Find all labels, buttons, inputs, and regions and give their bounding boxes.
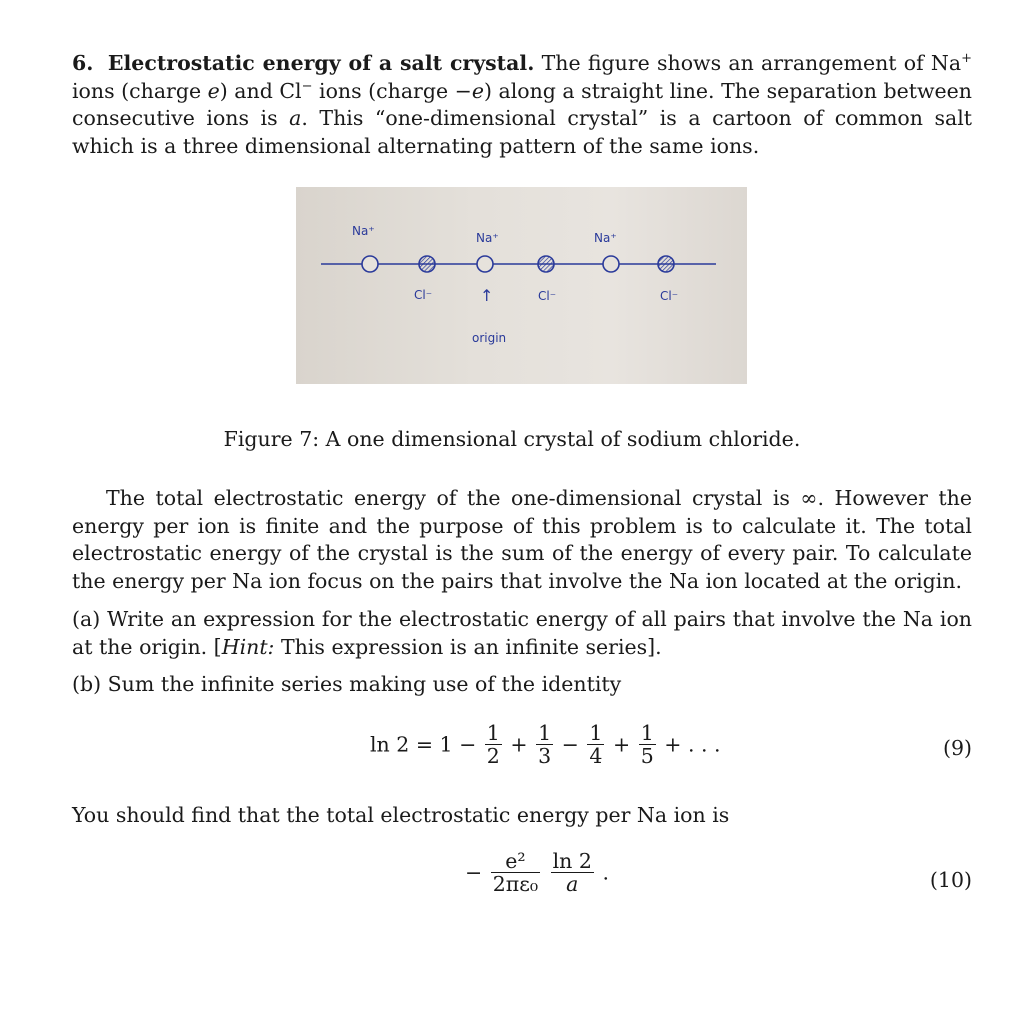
- label-na-2: Na⁺: [476, 231, 499, 245]
- body-paragraph: The total electrostatic energy of the one-dimensional crystal is ∞. However the energy per ion is finite and the purpose of this problem is to calculate it. The total electrostatic energy of the crystal is the sum of the energy of every pair. To calculate the energy per Na ion focus on the pairs that involve the Na ion located at the origin.: [72, 486, 972, 594]
- label-na-3: Na⁺: [594, 231, 617, 245]
- equation-9-number: (9): [942, 736, 972, 760]
- label-cl-3: Cl⁻: [660, 289, 679, 303]
- origin-arrow: ↑: [480, 286, 494, 305]
- part-a: (a) Write an expression for the electrostatic energy of all pairs that involve the Na ion at the origin. [Hint: This expression is an infinite series].: [72, 606, 972, 659]
- cl-ion-3: [658, 256, 674, 272]
- cl-ion-2: [538, 256, 554, 272]
- problem-intro: [72, 50, 972, 161]
- problem-body: [72, 485, 972, 699]
- equation-9-body: ln 2 = 1 − $\frac{1}{2}$ + $\frac{1}{3}$ − $\frac{1}{4}$ + $\frac{1}{5}$ + . . .: [370, 721, 721, 768]
- na-ion-3: [603, 256, 619, 272]
- fraction-1-3: $\frac{1}{3}$: [538, 721, 552, 768]
- origin-label: origin: [472, 331, 507, 345]
- figure-caption: Figure 7: A one dimensional crystal of sodium chloride.: [223, 427, 801, 451]
- na-ion-1: [362, 256, 378, 272]
- cl-ion-1: [419, 256, 435, 272]
- equation-9: [72, 722, 972, 774]
- problem-number: 6.: [72, 51, 94, 75]
- fraction-1-5: $\frac{1}{5}$: [640, 721, 654, 768]
- fraction-1-2: $\frac{1}{2}$: [486, 721, 500, 768]
- label-cl-2: Cl⁻: [538, 289, 557, 303]
- equation-10: [72, 850, 972, 910]
- result-statement: You should find that the total electrostatic energy per Na ion is: [72, 803, 730, 827]
- equation-10-number: (10): [929, 868, 972, 892]
- fraction-1-4: $\frac{1}{4}$: [589, 721, 603, 768]
- na-ion-origin: [477, 256, 493, 272]
- label-na-1: Na⁺: [352, 224, 375, 238]
- label-cl-1: Cl⁻: [414, 288, 433, 302]
- crystal-figure-photo: [296, 187, 747, 384]
- part-b: (b) Sum the infinite series making use of the identity: [72, 672, 622, 697]
- problem-title: Electrostatic energy of a salt crystal.: [107, 51, 535, 75]
- equation-10-body: − $\frac{\text{e²}}{\text{2πε₀}}$ $\frac{\ln 2}{a}$ .: [465, 849, 609, 896]
- fraction-ln2-over-a: $\frac{\ln 2}{a}$: [552, 849, 592, 896]
- fraction-e2-over-2pieps0: $\frac{\text{e²}}{\text{2πε₀}}$: [492, 849, 539, 896]
- intro-paragraph: 6. Electrostatic energy of a salt crystal. The figure shows an arrangement of Na+ ions (charge e) and Cl− ions (charge −e) along a straight line. The separation between consecutive ions is a. This “one-dimensional crystal” is a cartoon of common salt which is a three dimensional alternating pattern of the same ions.: [72, 51, 972, 159]
- crystal-diagram: [296, 187, 747, 384]
